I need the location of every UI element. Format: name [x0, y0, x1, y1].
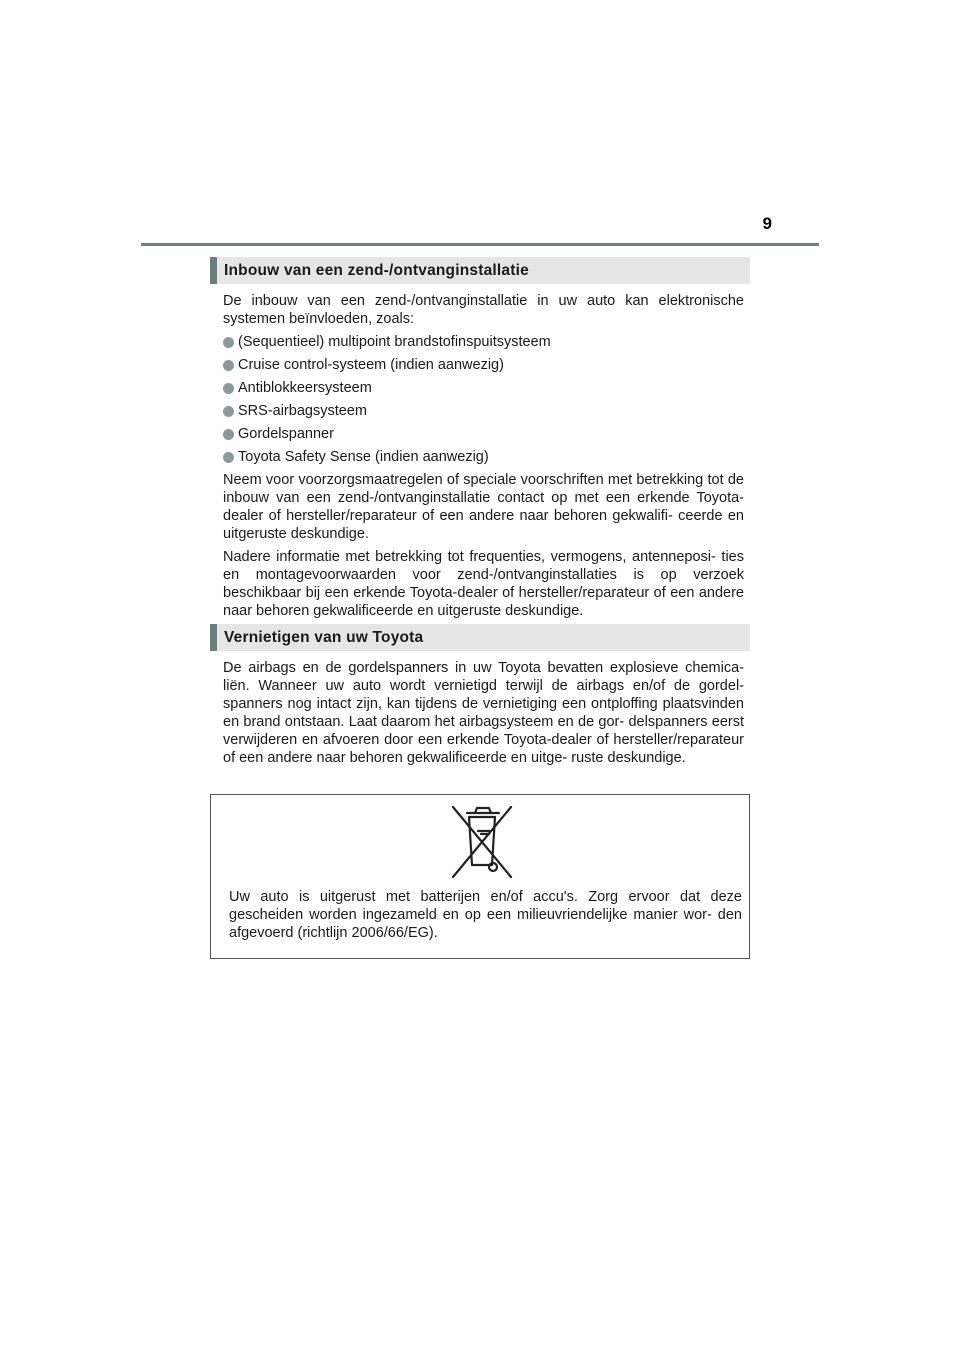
precautions-paragraph: Neem voor voorzorgsmaatregelen of speciale voorschriften met betrekking tot de inbouw van een zend-/ontvanginstallatie contact op met een erkende Toyota-dealer of hersteller/reparateur of een andere naar behoren gekwalifi- ceerde en uitgeruste deskundige. — [223, 472, 744, 542]
section-heading-transceiver: Inbouw van een zend-/ontvanginstallatie — [210, 257, 750, 284]
page-number: 9 — [762, 214, 772, 233]
disposal-paragraph: De airbags en de gordelspanners in uw Toyota bevatten explosieve chemica- liën. Wanneer uw auto wordt vernietigd terwijl de airbags en/of de gordel- spanners nog intact zijn, kan tijdens de vernietiging een ontploffing plaatsvinden en brand ontstaan. Laat daarom het airbagsysteem en de gor- delspanners eerst verwijderen en afvoeren door een erkende Toyota-dealer of hersteller/reparateur of een andere naar behoren gekwalificeerde en uitge- ruste deskundige. — [223, 660, 744, 766]
bullet-icon — [223, 337, 234, 348]
list-item-label: Antiblokkeersysteem — [238, 380, 372, 396]
crossed-out-wheelie-bin-icon — [445, 801, 519, 881]
list-item — [223, 448, 744, 466]
list-item-label: SRS-airbagsysteem — [238, 403, 367, 419]
battery-notice-box — [210, 794, 750, 959]
bullet-icon — [223, 452, 234, 463]
list-item-label: Toyota Safety Sense (indien aanwezig) — [238, 449, 489, 465]
affected-systems-list — [223, 333, 744, 466]
list-item — [223, 379, 744, 397]
list-item — [223, 425, 744, 443]
list-item-label: (Sequentieel) multipoint brandstofinspuitsysteem — [238, 334, 551, 350]
battery-notice-text: Uw auto is uitgerust met batterijen en/of accu's. Zorg ervoor dat deze gescheiden worden ingezameld en op een milieuvriendelijke manier wor- den afgevoerd (richtlijn 2006/66/EG). — [229, 889, 742, 941]
bullet-icon — [223, 383, 234, 394]
list-item — [223, 356, 744, 374]
more-info-paragraph: Nadere informatie met betrekking tot frequenties, vermogens, antenneposi- ties en montagevoorwaarden voor zend-/ontvanginstallaties is op verzoek beschikbaar bij een erkende Toyota-dealer of hersteller/reparateur of een andere naar behoren gekwalificeerde en uitgeruste deskundige. — [223, 549, 744, 619]
intro-paragraph: De inbouw van een zend-/ontvanginstallatie in uw auto kan elektronische systemen beïnvloeden, zoals: — [223, 293, 744, 327]
bullet-icon — [223, 429, 234, 440]
section-body-disposal — [223, 659, 744, 772]
header-rule — [141, 243, 819, 246]
list-item-label: Gordelspanner — [238, 426, 334, 442]
section-body-transceiver — [223, 292, 744, 625]
section-heading-disposal: Vernietigen van uw Toyota — [210, 624, 750, 651]
list-item — [223, 333, 744, 351]
bullet-icon — [223, 406, 234, 417]
bullet-icon — [223, 360, 234, 371]
list-item — [223, 402, 744, 420]
list-item-label: Cruise control-systeem (indien aanwezig) — [238, 357, 504, 373]
